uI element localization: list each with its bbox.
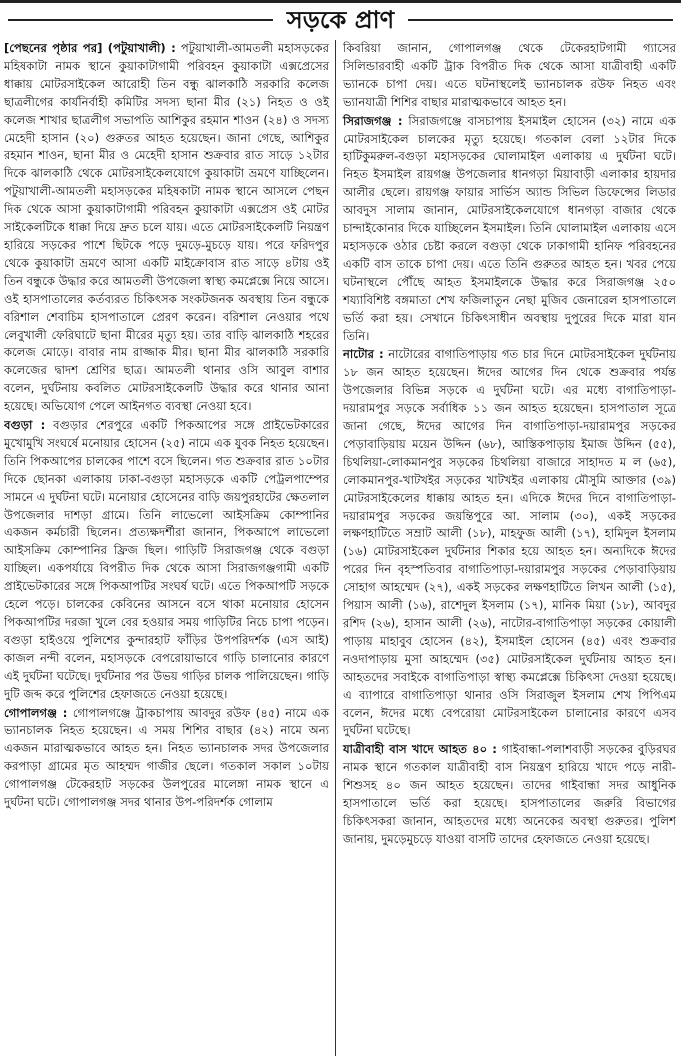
article-paragraph xyxy=(343,113,676,346)
left-column xyxy=(4,40,336,1056)
article-paragraph xyxy=(4,417,329,704)
article-columns xyxy=(4,40,677,1056)
article-paragraph xyxy=(343,741,676,848)
headline: সড়কে প্রাণ xyxy=(286,5,395,34)
paragraph-lead: গোপালগঞ্জ : xyxy=(4,705,68,720)
paragraph-lead: বগুড়া : xyxy=(4,418,46,433)
paragraph-text: পটুয়াখালী-আমতলী মহাসড়কের মহিষকাটা নামক স্থানে কুয়াকাটাগামী পরিবহন কুয়াকাটা এক্সপ্রেসের ধাক্কায় মোটরসাইকেল আরোহী তিন বন্ধু ঝালকাঠি সরকারি কলেজ ছাত্রলীগের কার্যনির্বাহী কমিটির সদস্য ছানা মীর (২১) নিহত ও ওই কলেজ শাখার ছাত্রলীগ সভাপতি আশিকুর রহমান শাওন (২৪) ও সদস্য মেহেদী হাসান (২০) গুরুতর আহত হয়েছেন। জানা গেছে, আশিকুর রহমান শাওন, ছানা মীর ও মেহেদী হাসান শুক্রবার রাত সাড়ে ১২টার দিকে ঝালকাঠি থেকে মোটরসাইকেলযোগে কুয়াকাটা ভ্রমণে যাচ্ছিলেন। পটুয়াখালী-আমতলী মহাসড়কের মহিষকাটা নামক স্থানে আসলে পেছন দিক থেকে আসা কুয়াকাটাগামী পরিবহন কুয়াকাটা এক্সপ্রেস ওই মোটর সাইকেলটিকে ধাক্কা দিয়ে দ্রুত চলে যায়। এতে মোটরসাইকেলটি নিয়ন্ত্রণ হারিয়ে সড়কের পাশে ছিটকে পড়ে দুমড়ে-মুচড়ে যায়। পরে ফরিদপুর থেকে কুয়াকাটা ভ্রমণে আসা একটি মাইক্রোবাস রাত সাড়ে ৪টায় ওই তিন বন্ধুকে উদ্ধার করে আমতলী উপজেলা স্বাস্থ্য কমপ্লেক্সে নিয়ে আসে। ওই হাসপাতালের কর্তব্যরত চিকিৎসক সংকটজনক অবস্থায় তিন বন্ধুকে বরিশাল শেবাচিম হাসপাতালে প্রেরণ করেন। বরিশাল নেওয়ার পথে লেবুখালী ফেরিঘাটে ছানা মীরের মৃত্যু হয়। তার বাড়ি ঝালকাঠি শহরের কলেজ মোড়ে। বাবার নাম রাজ্জাক মীর। ছানা মীর ঝালকাঠি সরকারি কলেজের দ্বাদশ শ্রেণির ছাত্র। আমতলী থানার ওসি আবুল বাশার বলেন, দুর্ঘটনায় কবলিত মোটরসাইকেলটি উদ্ধার করে থানার আনা হয়েছে। অভিযোগ পেলে আইনগত ব্যবস্থা নেওয়া হবে। xyxy=(4,41,329,414)
paragraph-lead: যাত্রীবাহী বাস খাদে আহত ৪০ : xyxy=(343,742,497,757)
paragraph-text: সিরাজগঞ্জে বাসচাপায় ইসমাইল হোসেন (৩২) নামে এক মোটরসাইকেল চালকের মৃত্যু হয়েছে। গতকাল বেলা ১২টার দিকে হাটিকুমরুল-বগুড়া মহাসড়কের ঘোলামাইল এলাকায় এ দুর্ঘটনা ঘটে। নিহত ইসমাইল রায়গঞ্জ উপজেলার ধানগড়া মিয়াবাড়ী এলাকার হায়দার আলীর ছেলে। রায়গঞ্জ ফায়ার সার্ভিস অ্যান্ড সিভিল ডিফেন্সের লিডার আবদুস সালাম জানান, মোটরসাইকেলযোগে ধানগড়া বাজার থেকে চান্দাইকোনার দিকে যাচ্ছিলেন ইসমাইল। তিনি ঘোলামাইল এলাকায় এসে মহাসড়কে ওঠার চেষ্টা করলে বগুড়া থেকে ঢাকাগামী হানিফ পরিবহনের একটি বাস তাকে চাপা দেয়। এতে তিনি গুরুতর আহত হন। খবর পেয়ে ঘটনাস্থলে পৌঁছে আহত ইসমাইলকে উদ্ধার করে সিরাজগঞ্জ ২৫০ শয্যাবিশিষ্ট বঙ্গমাতা শেখ ফজিলাতুন নেছা মুজিব জেনারেল হাসপাতালে ভর্তি করা হয়। সেখানে চিকিৎসাধীন অবস্থায় দুপুরের দিকে মারা যান তিনি। xyxy=(343,113,676,343)
right-column xyxy=(336,40,676,1056)
paragraph-lead: সিরাজগঞ্জ : xyxy=(343,113,403,128)
paragraph-lead: [পেছনের পৃষ্ঠার পর] (পটুয়াখালী) : xyxy=(4,41,176,55)
headline-left-rule xyxy=(8,19,273,21)
article-paragraph xyxy=(343,40,676,112)
paragraph-text: বগুড়ার শেরপুরে একটি পিকআপের সঙ্গে প্রাইভেটকারের মুখোমুখি সংঘর্ষে মনোয়ার হোসেন (২৫) নামে এক যুবক নিহত হয়েছেন। তিনি পিকআপের চালকের পাশে বসে ছিলেন। গত শুক্রবার রাত ১০টার দিকে ছোনকা এলাকায় ঢাকা-বগুড়া মহাসড়কে একটি পেট্রলপাম্পের সামনে এ দুর্ঘটনা ঘটে। মনোয়ার হোসেনের বাড়ি জয়পুরহাটের ক্ষেতলাল উপজেলার দাশড়া গ্রামে। তিনি লাভেলো আইসক্রিম কোম্পানির একজন কর্মচারী ছিলেন। প্রত্যক্ষদর্শীরা জানান, পিকআপে লাভেলো আইসক্রিম কোম্পানির ফ্রিজ ছিল। গাড়িটি সিরাজগঞ্জ থেকে বগুড়া যাচ্ছিল। একপর্যায়ে বিপরীত দিক থেকে আসা সিরাজগঞ্জগামী একটি প্রাইভেটকারের সঙ্গে পিকআপটির সংঘর্ষ ঘটে। এতে পিকআপটি সড়কে হেলে পড়ে। চালকের কেবিনের আসনে বসে থাকা মনোয়ার হোসেন পিকআপটির দরজা খুলে বের হওয়ার সময় গাড়িটির নিচে চাপা পড়েন। বগুড়া হাইওয়ে পুলিশের কুন্দারহাট ফাঁড়ির উপপরিদর্শক (এস আই) কাজল নন্দী বলেন, মহাসড়কে বেপরোয়াভাবে গাড়ি চালানোর কারণে এই দুর্ঘটনা ঘটেছে। দুর্ঘটনার পর উভয় গাড়ির চালক পালিয়েছেন। গাড়ি দুটি জব্দ করে পুলিশের হেফাজতে নেওয়া হয়েছে। xyxy=(4,418,329,701)
paragraph-lead: নাটোর : xyxy=(343,347,384,362)
paragraph-text: কিবরিয়া জানান, গোপালগঞ্জ থেকে টেকেরহাটগামী গ্যাসের সিলিন্ডারবাহী একটি ট্রাক বিপরীত দিক থেকে আসা যাত্রীবাহী একটি ভ্যানকে চাপা দেয়। এতে ঘটনাস্থলেই ভ্যানচালক রউফ নিহত এবং ভ্যানযাত্রী শিশির বাছার মারাত্মকভাবে আহত হন। xyxy=(343,41,676,109)
article-paragraph xyxy=(4,40,329,416)
paragraph-text: গোপালগঞ্জে ট্রাকচাপায় আবদুর রউফ (৪৫) নামে এক ভ্যানচালক নিহত হয়েছেন। এ সময় শিশির বাছার (৪২) নামে অন্য একজন মারাত্মকভাবে আহত হন। নিহত ভ্যানচালক সদর উপজেলার করপাড়া গ্রামের মৃত আহম্মদ গাজীর ছেলে। গতকাল সকাল ১০টায় গোপালগঞ্জ টেকেরহাট সড়কের উলপুরের মালেঙ্গা নামক স্থানে এ দুর্ঘটনা ঘটে। গোপালগঞ্জ সদর থানার উপ-পরিদর্শক গোলাম xyxy=(4,705,329,810)
paragraph-text: গাইবান্ধা-পলাশবাড়ী সড়কের বুড়িরঘর নামক স্থানে গতকাল যাত্রীবাহী বাস নিয়ন্ত্রণ হারিয়ে খাদে পড়ে নারী-শিশুসহ ৪০ জন আহত হয়েছেন। তাদের গাইবান্ধা সদর আধুনিক হাসপাতালে ভর্তি করা হয়েছে। হাসপাতালের জরুরি বিভাগের চিকিৎসকরা জানান, আহতদের মধ্যে অনেকের অবস্থা গুরুতর। পুলিশ জানায়, দুমড়েমুচড়ে যাওয়া বাসটি তাদের হেফাজতে নেওয়া হয়েছে। xyxy=(343,742,676,846)
headline-right-rule xyxy=(408,19,673,21)
article-paragraph xyxy=(343,346,676,740)
article-paragraph xyxy=(4,705,329,812)
paragraph-text: নাটোরের বাগাতিপাড়ায় গত চার দিনে মোটরসাইকেল দুর্ঘটনায় ১৮ জন আহত হয়েছেন। ঈদের আগের দিন থেকে শুক্রবার পর্যন্ত উপজেলার বিভিন্ন সড়কে এ দুর্ঘটনা ঘটে। এর মধ্যে বাগাতিপাড়া-দয়ারামপুর সড়কে সর্বাধিক ১১ জন আহত হয়েছেন। হাসপাতাল সূত্রে জানা গেছে, ঈদের আগের দিন বাগাতিপাড়া-দয়ারামপুর সড়কের পেড়াবাড়িয়ায় ময়েন উদ্দিন (৬৮), আস্তিকপাড়ায় ইমাজ উদ্দিন (৫৫), চিথলিয়া-লোকমানপুর সড়কের চিথলিয়া বাজারে সাহাদত ম ল (৬৫), লোকমানপুর-খাটখইর সড়কের খাটখইর এলাকায় মৌসুমি আক্তার (৩৯) মোটরসাইকেলের ধাক্কায় আহত হন। এদিকে ঈদের দিনে বাগাতিপাড়া-দয়ারামপুর সড়কের জয়ন্তিপুরে আ. সালাম (৩০), একই সড়কের লক্ষণহাটিতে সম্রাট আলী (১৮), মাহফুজ আলী (১৭), হামিদুল ইসলাম (১৬) মোটরসাইকেল দুর্ঘটনার শিকার হয়ে আহত হন। অন্যদিকে ঈদের পরের দিন বৃহস্পতিবার বাগাতিপাড়া-দয়ারামপুর সড়কের পেড়াবাড়িয়ায় সোহাগ আহম্মেদ (২৭), একই সড়কের লক্ষণহাটিতে লিখন আলী (১৫), পিয়াস আলী (১৬), রাশেদুল ইসলাম (১৭), মানিক মিয়া (১৮), আবদুর রশিদ (২৬), হাসান আলী (২৬), নাটোর-বাগাতিপাড়া সড়কের কোয়ালী পাড়ায় মাহাবুব হোসেন (৪২), ইসমাইল হোসেন (৪৫) এবং শুক্রবার নওদাপাড়ায় মুসা আহম্মেদ (৩৫) মোটরসাইকেল দুর্ঘটনায় আহত হন। আহতদের সবাইকে বাগাতিপাড়া স্বাস্থ্য কমপ্লেক্সে চিকিৎসা দেওয়া হয়েছে। এ ব্যাপারে বাগাতিপাড়া থানার ওসি সিরাজুল ইসলাম শেখ পিপিএম বলেন, ঈদের মধ্যে বেপরোয়া মোটরসাইকেল চালানোর কারণে এসব দুর্ঘটনা ঘটেছে। xyxy=(343,347,676,738)
top-rule xyxy=(0,0,681,3)
headline-bar xyxy=(0,4,681,36)
